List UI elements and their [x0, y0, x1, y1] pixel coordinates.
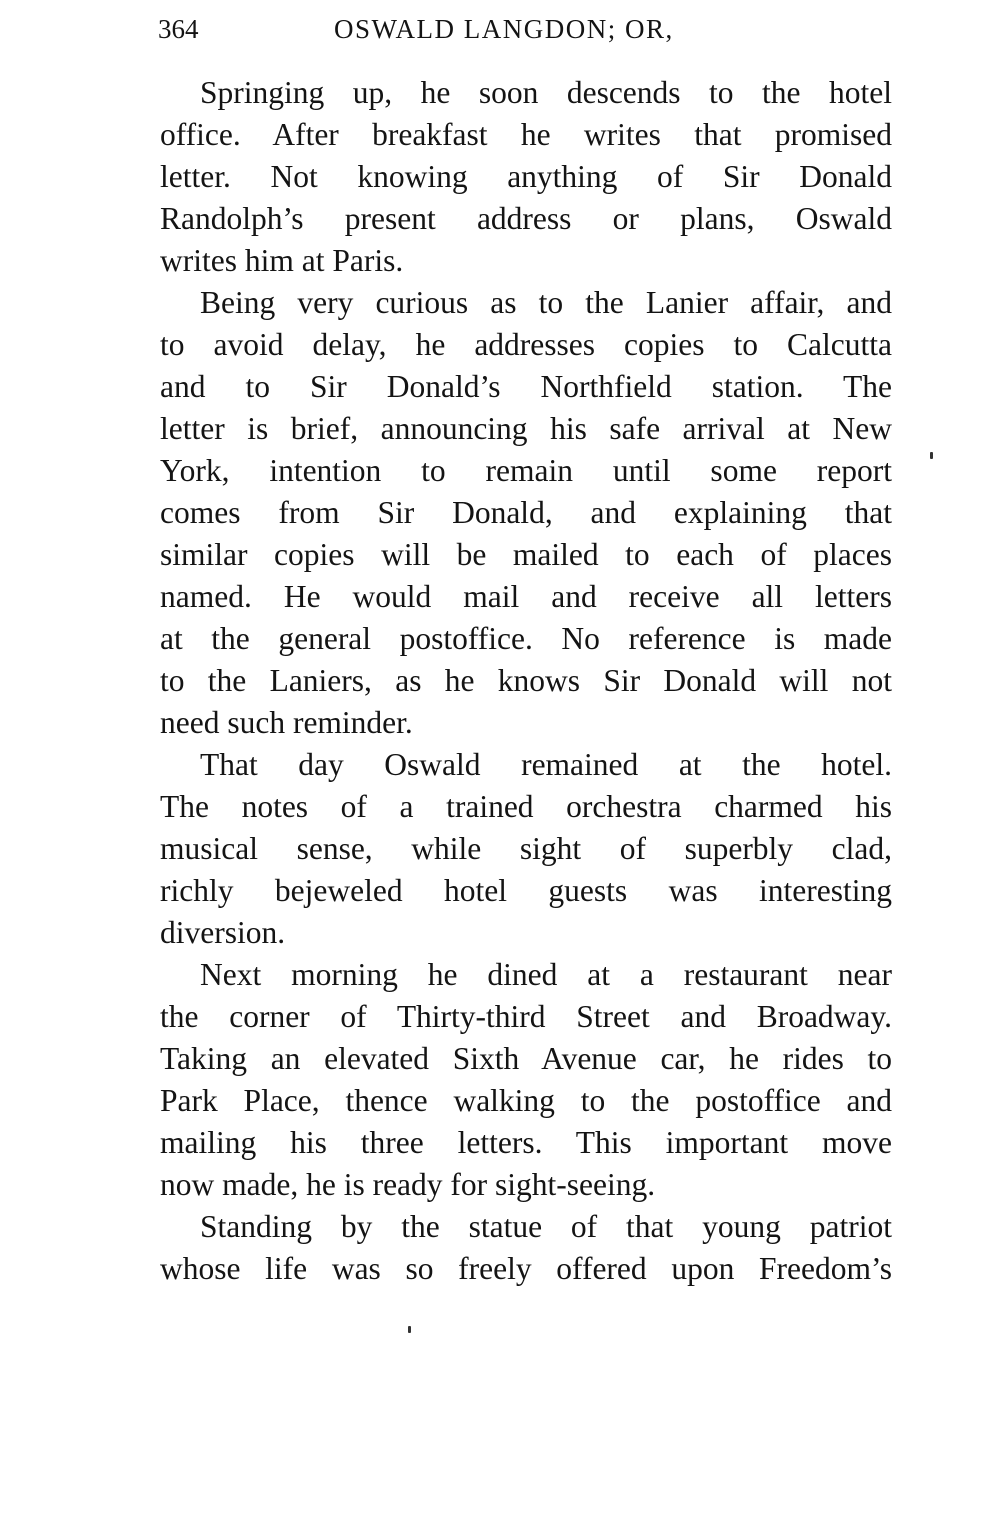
running-title: OSWALD LANGDON; OR,	[334, 14, 674, 44]
text-line: diversion.	[160, 915, 286, 950]
text-line: Next morning he dined at a restaurant near	[200, 957, 892, 992]
text-line: now made, he is ready for sight-seeing.	[160, 1167, 656, 1202]
text-line: richly bejeweled hotel guests was interesting	[160, 873, 892, 908]
text-line: similar copies will be mailed to each of places	[160, 537, 892, 572]
body-text	[160, 72, 892, 1290]
paragraph-4	[160, 954, 892, 1206]
text-line: The notes of a trained orchestra charmed his	[160, 789, 892, 824]
text-line: to the Laniers, as he knows Sir Donald will not	[160, 663, 892, 698]
text-line: That day Oswald remained at the hotel.	[200, 747, 892, 782]
text-line: letter. Not knowing anything of Sir Donald	[160, 159, 892, 194]
running-head	[158, 14, 898, 54]
text-line: Standing by the statue of that young patriot	[200, 1209, 892, 1244]
text-line: the corner of Thirty-third Street and Broadway.	[160, 999, 892, 1034]
page-number: 364	[158, 14, 199, 44]
text-line: and to Sir Donald’s Northfield station. The	[160, 369, 892, 404]
text-line: York, intention to remain until some report	[160, 453, 892, 488]
text-line: need such reminder.	[160, 705, 413, 740]
text-line: to avoid delay, he addresses copies to Calcutta	[160, 327, 892, 362]
text-line: at the general postoffice. No reference is made	[160, 621, 892, 656]
text-line: Randolph’s present address or plans, Oswald	[160, 201, 892, 236]
text-line: Springing up, he soon descends to the hotel	[200, 75, 892, 110]
paragraph-5	[160, 1206, 892, 1290]
text-line: letter is brief, announcing his safe arrival at New	[160, 411, 892, 446]
scan-speck	[930, 452, 933, 459]
paragraph-2	[160, 282, 892, 744]
text-line: comes from Sir Donald, and explaining that	[160, 495, 892, 530]
text-line: Taking an elevated Sixth Avenue car, he rides to	[160, 1041, 892, 1076]
paragraph-3	[160, 744, 892, 954]
text-line: musical sense, while sight of superbly clad,	[160, 831, 892, 866]
text-line: Park Place, thence walking to the postoffice and	[160, 1083, 892, 1118]
scan-speck	[408, 1326, 411, 1333]
text-line: Being very curious as to the Lanier affair, and	[200, 285, 892, 320]
text-line: whose life was so freely offered upon Freedom’s	[160, 1251, 892, 1286]
text-line: office. After breakfast he writes that promised	[160, 117, 892, 152]
paragraph-1	[160, 72, 892, 282]
text-line: named. He would mail and receive all letters	[160, 579, 892, 614]
text-line: mailing his three letters. This important move	[160, 1125, 892, 1160]
text-line: writes him at Paris.	[160, 243, 404, 278]
